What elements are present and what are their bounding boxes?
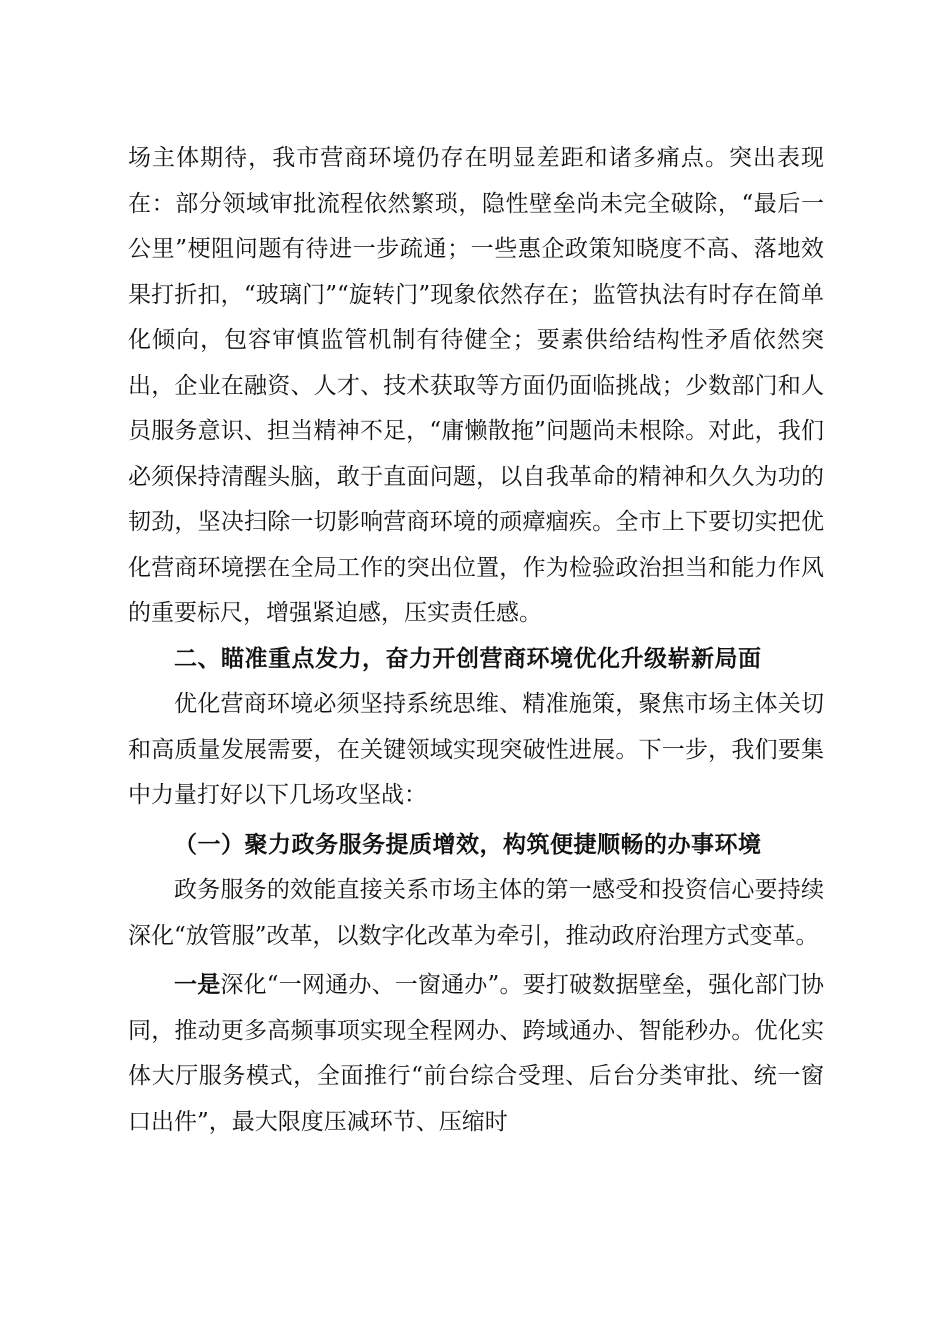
body-paragraph-2: 优化营商环境必须坚持系统思维、精准施策，聚焦市场主体关切和高质量发展需要，在关键领域实现突破性进展。下一步，我们要集中力量打好以下几场攻坚战： bbox=[128, 691, 824, 808]
subsection-heading-1: （一）聚力政务服务提质增效，构筑便捷顺畅的办事环境 bbox=[174, 831, 762, 858]
paragraph-lead-label: 一是 bbox=[174, 972, 221, 998]
paragraph-lead-text: 深化“一网通办、一窗通办”。要打破数据壁垒，强化部门协同，推动更多高频事项实现全程网办、跨域通办、智能秒办。优化实体大厅服务模式，全面推行“前台综合受理、后台分类审批、统一窗口出件”，最大限度压减环节、压缩时 bbox=[128, 972, 824, 1135]
document-body bbox=[128, 136, 824, 1145]
body-paragraph-1: 场主体期待，我市营商环境仍存在明显差距和诸多痛点。突出表现在：部分领域审批流程依然繁琐，隐性壁垒尚未完全破除，“最后一公里”梗阻问题有待进一步疏通；一些惠企政策知晓度不高、落地效果打折扣，“玻璃门”“旋转门”现象依然存在；监管执法有时存在简单化倾向，包容审慎监管机制有待健全；要素供给结构性矛盾依然突出，企业在融资、人才、技术获取等方面仍面临挑战；少数部门和人员服务意识、担当精神不足，“庸懒散拖”问题尚未根除。对此，我们必须保持清醒头脑，敢于直面问题，以自我革命的精神和久久为功的韧劲，坚决扫除一切影响营商环境的顽瘴痼疾。全市上下要切实把优化营商环境摆在全局工作的突出位置，作为检验政治担当和能力作风的重要标尺，增强紧迫感，压实责任感。 bbox=[128, 145, 824, 626]
body-paragraph-4 bbox=[128, 963, 824, 1145]
section-heading-2: 二、瞄准重点发力，奋力开创营商环境优化升级崭新局面 bbox=[174, 645, 762, 672]
body-paragraph-3: 政务服务的效能直接关系市场主体的第一感受和投资信心要持续深化“放管服”改革，以数字化改革为牵引，推动政府治理方式变革。 bbox=[128, 877, 824, 949]
